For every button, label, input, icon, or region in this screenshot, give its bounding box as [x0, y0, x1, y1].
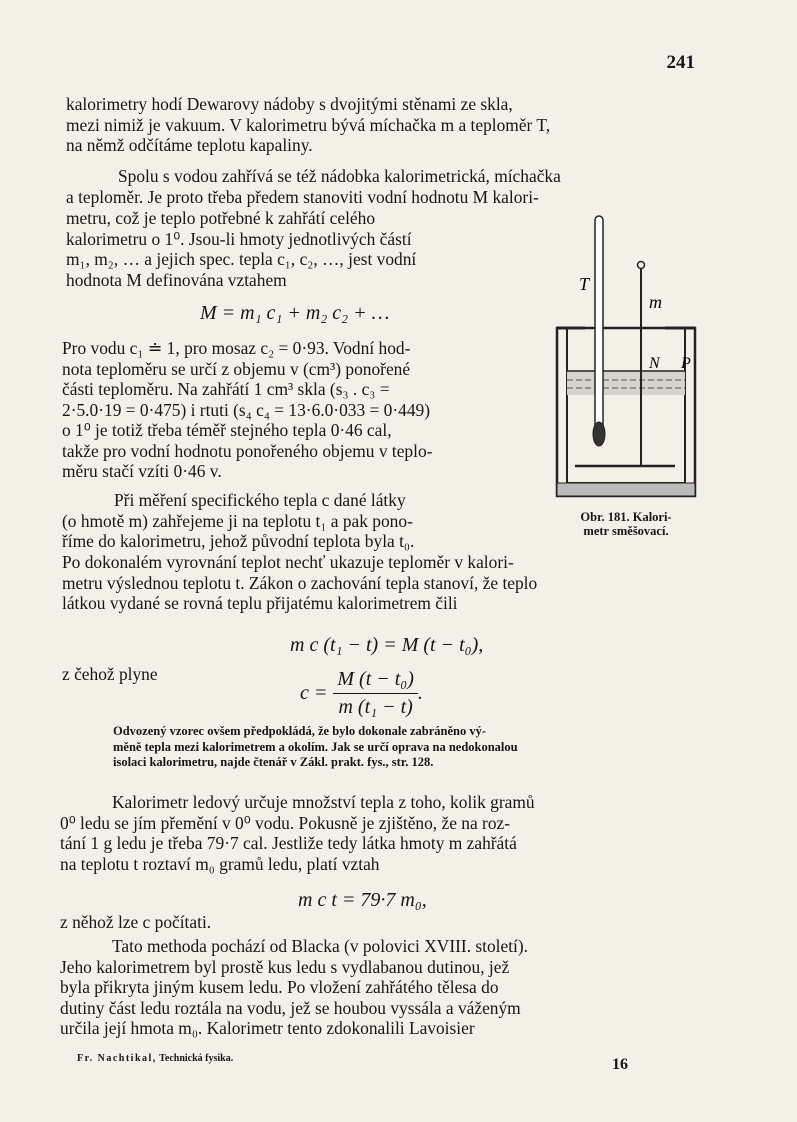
footnote-line: Odvozený vzorec ovšem předpokládá, že bylo dokonale zabráněno vý-	[113, 724, 487, 738]
text-line: metru, což je teplo potřebné k zahřátí celého	[66, 208, 376, 228]
equation-water-value: M = m₁ c₁ + m₂ c₂ + …	[200, 302, 390, 324]
text-line: kalorimetru o 1⁰. Jsou-li hmoty jednotlivých částí	[66, 228, 412, 249]
text-line: dutiny část ledu roztála na vodu, jež se houbou vyssála a váženým	[60, 997, 521, 1018]
text-line: látkou vydané se rovná teplu přijatému kalorimetrem čili	[62, 593, 458, 613]
text-line: na teplotu t roztaví m₀ gramů ledu, platí vztah	[60, 853, 380, 874]
text-line: měru stačí vzíti 0·46 v.	[62, 461, 222, 481]
text-line: metru výslednou teplotu t. Zákon o zachování tepla stanoví, že teplo	[62, 572, 538, 593]
text-line: nota teploměru se určí z objemu v (cm³) ponořené	[62, 358, 411, 379]
text-line: a teploměr. Je proto třeba předem stanoviti vodní hodnotu M kalori-	[66, 186, 539, 207]
paragraph-dewar	[66, 94, 698, 156]
stirrer-ring	[638, 262, 645, 269]
text-line: kalorimetry hodí Dewarovy nádoby s dvojitými stěnami ze skla,	[66, 94, 513, 114]
text-line: mezi nimiž je vakuum. V kalorimetru bývá míchačka m a teploměr T,	[66, 114, 551, 135]
paragraph-definition	[66, 208, 538, 290]
paragraph-equilibrium	[62, 552, 694, 614]
text-line: byla přikryta jiným kusem ledu. Po vložení zahřátého tělesa do	[60, 977, 499, 997]
footnote	[113, 724, 693, 771]
thermometer	[595, 216, 603, 431]
paragraph-thermometer	[62, 338, 540, 482]
caption-line: metr směšovací.	[583, 524, 669, 538]
text-line: Po dokonalém vyrovnání teplot nechť ukazuje teploměr v kalori-	[62, 552, 514, 572]
text-line: říme do kalorimetru, jehož původní teplota byla t₀.	[62, 531, 415, 551]
label-P: P	[681, 355, 691, 372]
water-level	[567, 371, 685, 395]
text-line: (o hmotě m) zahřejeme ji na teplotu t₁ a pak pono-	[62, 510, 413, 531]
signature-mark: 16	[612, 1056, 628, 1073]
inner-vessel	[567, 328, 685, 483]
footer-author: Fr. Nachtikal,	[77, 1053, 157, 1064]
equation-specific-heat	[300, 668, 423, 719]
text-line: Kalorimetr ledový určuje množství tepla z toho, kolik gramů	[112, 792, 535, 812]
label-N: N	[649, 355, 660, 372]
label-compute: z něhož lze c počítati.	[60, 912, 212, 932]
calorimeter-figure	[553, 208, 703, 513]
equation-lhs: c =	[300, 682, 328, 704]
label-T: T	[579, 274, 590, 294]
label-from-which: z čehož plyne	[62, 664, 158, 684]
text-line: hodnota M definována vztahem	[66, 269, 287, 290]
text-line: Spolu s vodou zahřívá se též nádobka kalorimetrická, míchačka	[118, 166, 561, 186]
text-line: Při měření specifického tepla c dané látky	[114, 490, 406, 510]
fraction-denominator: m (t₁ − t)	[338, 696, 413, 718]
fraction-numerator: M (t − t₀)	[333, 668, 418, 694]
thermometer-bulb	[593, 422, 605, 446]
text-line: takže pro vodní hodnotu ponořeného objemu v teplo-	[62, 440, 433, 461]
footer-imprint	[77, 1053, 233, 1064]
footnote-line: isolaci kalorimetru, najde čtenář v Zákl. prakt. fys., str. 128.	[113, 755, 434, 769]
text-line: části teploměru. Na zahřátí 1 cm³ skla (s₃ . c₃ =	[62, 379, 390, 399]
text-line: určila její hmota m₀. Kalorimetr tento zdokonalili Lavoisier	[60, 1018, 475, 1038]
text-line: m₁, m₂, … a jejich spec. tepla c₁, c₂, …, jest vodní	[66, 249, 417, 269]
paragraph-ice-calorimeter	[60, 792, 692, 874]
fraction	[333, 668, 418, 719]
outer-vessel	[557, 328, 695, 496]
equation-ice: m c t = 79·7 m₀,	[298, 889, 427, 911]
figure-caption	[553, 510, 699, 538]
page-number: 241	[666, 52, 695, 73]
text-line: na němž odčítáme teplotu kapaliny.	[66, 135, 313, 155]
text-line: o 1⁰ je totiž třeba téměř stejného tepla 0·46 cal,	[62, 420, 392, 440]
label-m: m	[649, 292, 662, 312]
paragraph-water-value	[66, 166, 698, 207]
text-line: 0⁰ ledu se jím přemění v 0⁰ vodu. Pokusně je zjištěno, že na roz-	[60, 812, 511, 833]
text-line: 2·5.0·19 = 0·475) i rtuti (s₄ c₄ = 13·6.0·033 = 0·449)	[62, 399, 431, 420]
text-line: Jeho kalorimetrem byl prostě kus ledu s vydlabanou dutinou, jež	[60, 956, 510, 977]
equation-heat-balance: m c (t₁ − t) = M (t − t₀),	[290, 634, 484, 656]
caption-line: Obr. 181. Kalori-	[580, 510, 672, 524]
paragraph-black-method	[60, 936, 692, 1039]
text-line: Tato methoda pochází od Blacka (v polovici XVIII. století).	[112, 936, 529, 956]
equation-tail: .	[417, 682, 423, 704]
text-line: Pro vodu c₁ ≐ 1, pro mosaz c₂ = 0·93. Vodní hod-	[62, 338, 411, 358]
text-line: tání 1 g ledu je třeba 79·7 cal. Jestliže tedy látka hmoty m zahřátá	[60, 833, 517, 853]
footnote-line: měně tepla mezi kalorimetrem a okolím. Jak se určí oprava na nedokonalou	[113, 739, 518, 754]
paragraph-measurement	[62, 490, 540, 552]
footer-title: Technická fysika.	[159, 1053, 234, 1064]
vessel-base	[557, 483, 695, 496]
